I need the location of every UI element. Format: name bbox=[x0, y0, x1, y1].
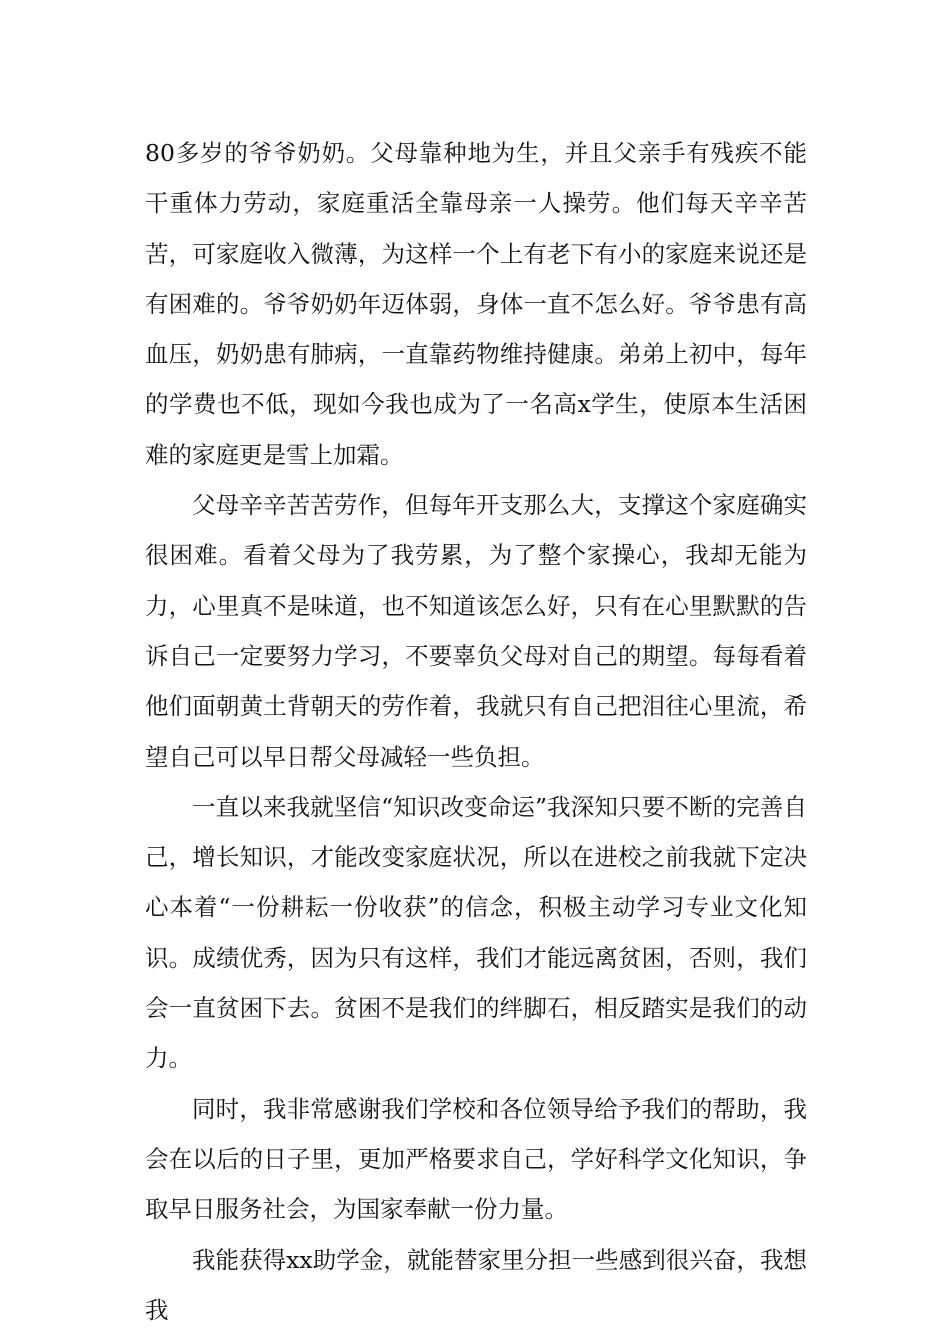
paragraph: 我能获得xx助学金，就能替家里分担一些感到很兴奋，我想我 bbox=[145, 1245, 807, 1324]
paragraph: 父母辛辛苦苦劳作，但每年开支那么大，支撑这个家庭确实很困难。看着父母为了我劳累，为了整个家操心，我却无能为力，心里真不是味道，也不知道该怎么好，只有在心里默默的告诉自己一定要努力学习，不要辜负父母对自己的期望。每每看着他们面朝黄土背朝天的劳作着，我就只有自己把泪往心里流，希望自己可以早日帮父母减轻一些负担。 bbox=[145, 491, 807, 771]
paragraph-continued: 80多岁的爷爷奶奶。父母靠种地为生，并且父亲手有残疾不能干重体力劳动，家庭重活全靠母亲一人操劳。他们每天辛辛苦苦，可家庭收入微薄，为这样一个上有老下有小的家庭来说还是有困难的。爷爷奶奶年迈体弱，身体一直不怎么好。爷爷患有高血压，奶奶患有肺病，一直靠药物维持健康。弟弟上初中，每年的学费也不低，现如今我也成为了一名高x学生，使原本生活困难的家庭更是雪上加霜。 bbox=[145, 139, 807, 469]
paragraph: 同时，我非常感谢我们学校和各位领导给予我们的帮助，我会在以后的日子里，更加严格要求自己，学好科学文化知识，争取早日服务社会，为国家奉献一份力量。 bbox=[145, 1094, 807, 1224]
paragraph: 一直以来我就坚信“知识改变命运”我深知只要不断的完善自己，增长知识，才能改变家庭状况，所以在进校之前我就下定决心本着“一份耕耘一份收获”的信念，积极主动学习专业文化知识。成绩优秀，因为只有这样，我们才能远离贫困，否则，我们会一直贫困下去。贫困不是我们的绊脚石，相反踏实是我们的动力。 bbox=[145, 792, 807, 1073]
document-body bbox=[145, 128, 807, 1335]
